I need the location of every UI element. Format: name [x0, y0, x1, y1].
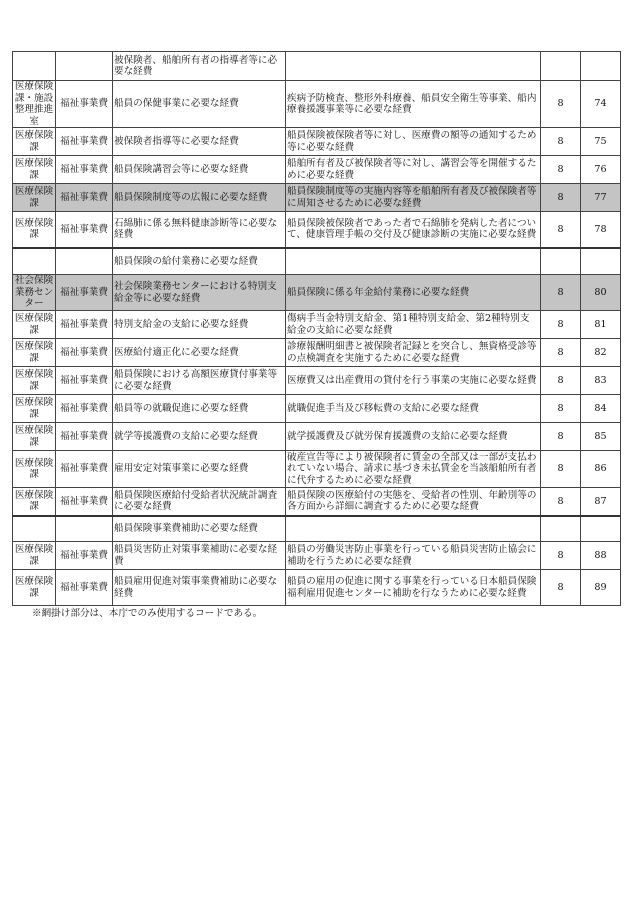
category-number-cell: 8	[541, 542, 581, 570]
expense-name-cell: 船員等の就職促進に必要な経費	[113, 395, 286, 423]
code-cell: 87	[581, 488, 621, 516]
expense-type-cell	[56, 248, 113, 275]
code-cell	[581, 52, 621, 81]
department-cell: 医療保険課	[13, 128, 56, 156]
code-cell: 83	[581, 367, 621, 395]
description-cell: 船員保険制度等の実施内容等を船舶所有者及び被保険者等に周知させるために必要な経費	[286, 184, 541, 212]
department-cell	[13, 516, 56, 542]
category-number-cell: 8	[541, 81, 581, 128]
table-row	[13, 128, 621, 156]
department-cell: 社会保険業務センター	[13, 275, 56, 311]
description-cell	[286, 248, 541, 275]
code-cell: 89	[581, 570, 621, 606]
expense-type-cell: 福祉事業費	[56, 311, 113, 339]
category-number-cell: 8	[541, 311, 581, 339]
category-number-cell: 8	[541, 128, 581, 156]
department-cell	[13, 52, 56, 81]
category-number-cell: 8	[541, 423, 581, 451]
expense-name-cell: 石綿肺に係る無料健康診断等に必要な経費	[113, 212, 286, 248]
department-cell: 医療保険課	[13, 184, 56, 212]
category-number-cell: 8	[541, 395, 581, 423]
description-cell: 船員の雇用の促進に関する事業を行っている日本船員保険福利雇用促進センターに補助を行なうために必要な経費	[286, 570, 541, 606]
department-cell	[13, 248, 56, 275]
code-cell: 82	[581, 339, 621, 367]
expense-type-cell	[56, 52, 113, 81]
category-number-cell: 8	[541, 156, 581, 184]
description-cell	[286, 516, 541, 542]
expense-type-cell: 福祉事業費	[56, 275, 113, 311]
expense-type-cell: 福祉事業費	[56, 451, 113, 488]
table-row	[13, 81, 621, 128]
code-cell: 74	[581, 81, 621, 128]
department-cell: 医療保険課・施設整理推進室	[13, 81, 56, 128]
expense-type-cell: 福祉事業費	[56, 423, 113, 451]
code-cell: 85	[581, 423, 621, 451]
department-cell: 医療保険課	[13, 367, 56, 395]
department-cell: 医療保険課	[13, 156, 56, 184]
code-cell: 80	[581, 275, 621, 311]
expense-code-table	[12, 51, 621, 606]
expense-name-cell: 船員の保健事業に必要な経費	[113, 81, 286, 128]
expense-type-cell: 福祉事業費	[56, 395, 113, 423]
code-cell: 84	[581, 395, 621, 423]
table-row	[13, 395, 621, 423]
expense-name-cell: 船員災害防止対策事業補助に必要な経費	[113, 542, 286, 570]
department-cell: 医療保険課	[13, 423, 56, 451]
department-cell: 医療保険課	[13, 451, 56, 488]
category-number-cell	[541, 516, 581, 542]
department-cell: 医療保険課	[13, 395, 56, 423]
table-row	[13, 367, 621, 395]
description-cell: 就職促進手当及び移転費の支給に必要な経費	[286, 395, 541, 423]
expense-name-cell: 船員保険制度等の広報に必要な経費	[113, 184, 286, 212]
code-cell: 77	[581, 184, 621, 212]
department-cell: 医療保険課	[13, 311, 56, 339]
department-cell: 医療保険課	[13, 542, 56, 570]
description-cell: 診療報酬明細書と被保険者記録とを突合し、無資格受診等の点検調査を実施するために必要な経費	[286, 339, 541, 367]
category-number-cell: 8	[541, 451, 581, 488]
table-row	[13, 184, 621, 212]
code-cell	[581, 516, 621, 542]
footnote: ※網掛け部分は、本庁でのみ使用するコードである。	[32, 608, 263, 619]
table-row	[13, 212, 621, 248]
code-cell: 81	[581, 311, 621, 339]
code-cell: 86	[581, 451, 621, 488]
table-row	[13, 339, 621, 367]
category-number-cell: 8	[541, 275, 581, 311]
description-cell	[286, 52, 541, 81]
expense-name-cell: 船員保険講習会等に必要な経費	[113, 156, 286, 184]
expense-name-cell: 船員保険事業費補助に必要な経費	[113, 516, 286, 542]
category-number-cell: 8	[541, 184, 581, 212]
table-row	[13, 311, 621, 339]
expense-name-cell: 社会保険業務センターにおける特別支給金等に必要な経費	[113, 275, 286, 311]
code-cell	[581, 248, 621, 275]
description-cell: 船舶所有者及び被保険者等に対し、講習会等を開催するために必要な経費	[286, 156, 541, 184]
category-number-cell	[541, 248, 581, 275]
expense-type-cell	[56, 516, 113, 542]
description-cell: 船員保険の医療給付の実態を、受給者の性別、年齢別等の各方面から詳細に調査するために必要な経費	[286, 488, 541, 516]
expense-type-cell: 福祉事業費	[56, 156, 113, 184]
category-number-cell	[541, 52, 581, 81]
code-cell: 75	[581, 128, 621, 156]
category-number-cell: 8	[541, 212, 581, 248]
description-cell: 傷病手当金特別支給金、第1種特別支給金、第2種特別支給金の支給に必要な経費	[286, 311, 541, 339]
code-cell: 88	[581, 542, 621, 570]
expense-name-cell: 船員保険における高額医療貸付事業等に必要な経費	[113, 367, 286, 395]
expense-name-cell: 被保険者、船舶所有者の指導者等に必要な経費	[113, 52, 286, 81]
expense-type-cell: 福祉事業費	[56, 212, 113, 248]
expense-type-cell: 福祉事業費	[56, 570, 113, 606]
category-number-cell: 8	[541, 488, 581, 516]
description-cell: 就学援護費及び就労保育援護費の支給に必要な経費	[286, 423, 541, 451]
expense-type-cell: 福祉事業費	[56, 184, 113, 212]
expense-name-cell: 特別支給金の支給に必要な経費	[113, 311, 286, 339]
description-cell: 船員保険に係る年金給付業務に必要な経費	[286, 275, 541, 311]
section-header-row	[13, 52, 621, 81]
section-header-row	[13, 516, 621, 542]
category-number-cell: 8	[541, 570, 581, 606]
category-number-cell: 8	[541, 367, 581, 395]
code-cell: 76	[581, 156, 621, 184]
department-cell: 医療保険課	[13, 339, 56, 367]
description-cell: 破産宣告等により被保険者に賃金の全部又は一部が支払われていない場合、請求に基づき未払賃金を当該船舶所有者に代弁するために必要な経費	[286, 451, 541, 488]
department-cell: 医療保険課	[13, 488, 56, 516]
expense-name-cell: 雇用安定対策事業に必要な経費	[113, 451, 286, 488]
expense-type-cell: 福祉事業費	[56, 128, 113, 156]
section-header-row	[13, 248, 621, 275]
description-cell: 疾病予防検査、整形外科療養、船員安全衛生等事業、船内療養援護事業等に必要な経費	[286, 81, 541, 128]
expense-type-cell: 福祉事業費	[56, 488, 113, 516]
table-row	[13, 542, 621, 570]
description-cell: 医療費又は出産費用の貸付を行う事業の実施に必要な経費	[286, 367, 541, 395]
table-row	[13, 423, 621, 451]
expense-name-cell: 被保険者指導等に必要な経費	[113, 128, 286, 156]
code-cell: 78	[581, 212, 621, 248]
department-cell: 医療保険課	[13, 212, 56, 248]
table-row	[13, 570, 621, 606]
description-cell: 船員の労働災害防止事業を行っている船員災害防止協会に補助を行うために必要な経費	[286, 542, 541, 570]
expense-type-cell: 福祉事業費	[56, 339, 113, 367]
expense-name-cell: 船員保険医療給付受給者状況統計調査に必要な経費	[113, 488, 286, 516]
table-row	[13, 488, 621, 516]
table-row	[13, 156, 621, 184]
expense-name-cell: 就学等援護費の支給に必要な経費	[113, 423, 286, 451]
description-cell: 船員保険被保険者等に対し、医療費の額等の通知するため等に必要な経費	[286, 128, 541, 156]
category-number-cell: 8	[541, 339, 581, 367]
expense-type-cell: 福祉事業費	[56, 81, 113, 128]
expense-type-cell: 福祉事業費	[56, 367, 113, 395]
expense-name-cell: 船員雇用促進対策事業費補助に必要な経費	[113, 570, 286, 606]
expense-type-cell: 福祉事業費	[56, 542, 113, 570]
department-cell: 医療保険課	[13, 570, 56, 606]
expense-name-cell: 船員保険の給付業務に必要な経費	[113, 248, 286, 275]
expense-name-cell: 医療給付適正化に必要な経費	[113, 339, 286, 367]
table-row	[13, 275, 621, 311]
table-row	[13, 451, 621, 488]
description-cell: 船員保険被保険者であった者で石綿肺を発病した者について、健康管理手帳の交付及び健康診断の実施に必要な経費	[286, 212, 541, 248]
